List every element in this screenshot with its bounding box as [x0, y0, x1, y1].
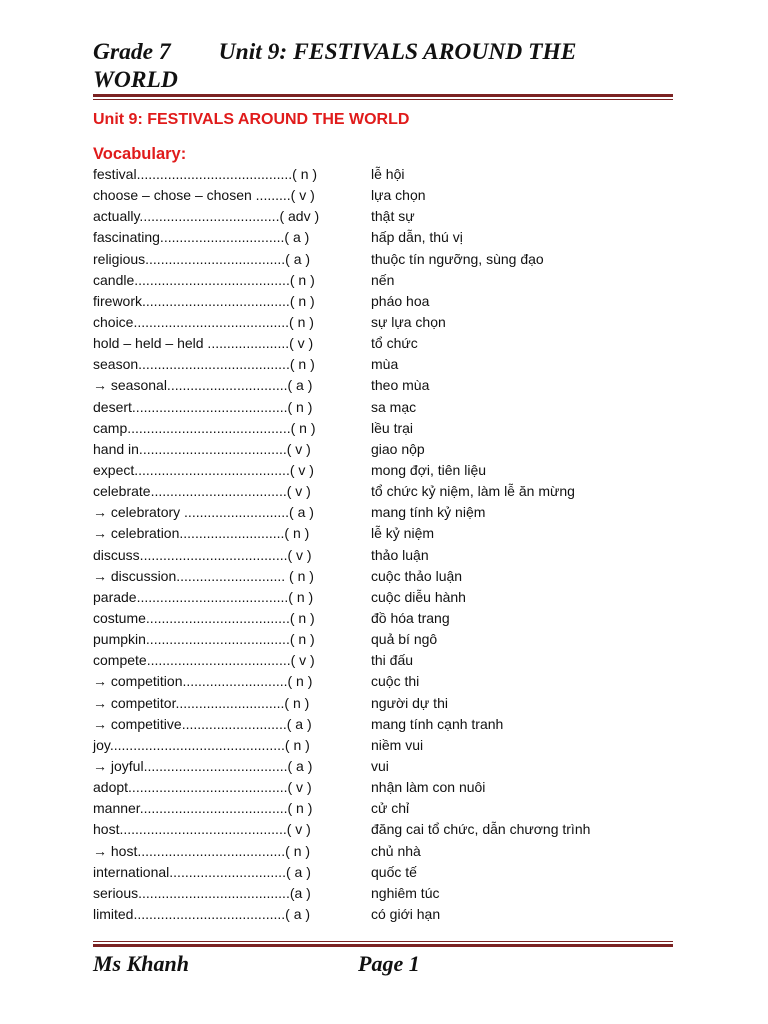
vocab-meaning: nhận làm con nuôi: [371, 779, 486, 796]
vocab-meaning: đăng cai tổ chức, dẫn chương trình: [371, 821, 591, 838]
vocab-meaning: tổ chức kỷ niệm, làm lễ ăn mừng: [371, 483, 575, 500]
page-header: [93, 38, 683, 94]
vocab-meaning: mùa: [371, 356, 399, 373]
vocab-meaning: niềm vui: [371, 736, 424, 753]
vocab-term: joy.............................................( n ): [93, 736, 310, 753]
vocab-meaning: chủ nhà: [371, 842, 421, 859]
vocab-meaning: mang tính kỷ niệm: [371, 504, 486, 521]
header-unit-line1: Unit 9: FESTIVALS AROUND THE: [218, 39, 577, 65]
vocab-meaning: nến: [371, 271, 395, 288]
vocab-term: pumpkin.....................................( n ): [93, 631, 315, 648]
vocab-row: [93, 650, 693, 671]
vocab-meaning: có giới hạn: [371, 905, 441, 922]
vocab-row: [93, 333, 693, 354]
vocab-term: host...........................................( v ): [93, 821, 311, 838]
vocab-term: → joyful.....................................( a ): [93, 757, 313, 774]
vocab-row: [93, 460, 693, 481]
vocab-meaning: cử chỉ: [371, 800, 410, 817]
vocab-row: [93, 671, 693, 692]
vocab-term: compete.....................................( v ): [93, 652, 315, 669]
vocabulary-heading: Vocabulary:: [93, 145, 187, 163]
vocab-row: [93, 777, 693, 798]
vocab-row: [93, 587, 693, 608]
vocab-term: festival........................................( n ): [93, 166, 318, 182]
vocab-term: parade.......................................( n ): [93, 588, 314, 605]
vocab-term: → celebratory ...........................( a ): [93, 504, 314, 521]
vocab-term: expect........................................( v ): [93, 461, 314, 478]
vocab-term: actually....................................( adv ): [93, 208, 320, 225]
vocab-meaning: thảo luận: [371, 546, 429, 563]
footer-divider: [93, 941, 673, 947]
vocab-row: [93, 164, 693, 185]
vocab-row: [93, 439, 693, 460]
vocab-row: [93, 566, 693, 587]
vocab-meaning: cuộc thảo luận: [371, 567, 463, 584]
vocab-term: hand in......................................( v ): [93, 440, 311, 457]
vocab-row: [93, 397, 693, 418]
vocab-term: → host......................................( n ): [93, 842, 311, 859]
vocab-row: [93, 227, 693, 248]
vocab-meaning: quả bí ngô: [371, 631, 438, 648]
vocab-term: → discussion............................ ( n ): [93, 567, 314, 584]
vocab-meaning: nghiêm túc: [371, 884, 440, 901]
vocab-meaning: theo mùa: [371, 377, 430, 394]
vocab-meaning: lựa chọn: [371, 187, 426, 204]
vocab-row: [93, 312, 693, 333]
vocab-meaning: lễ hội: [371, 166, 405, 182]
vocab-term: camp..........................................( n ): [93, 419, 316, 436]
vocab-term: international..............................( a ): [93, 863, 311, 880]
vocab-row: [93, 883, 693, 904]
vocab-meaning: quốc tế: [371, 863, 417, 880]
vocab-meaning: đồ hóa trang: [371, 609, 450, 626]
unit-heading: Unit 9: FESTIVALS AROUND THE WORLD: [93, 111, 410, 128]
vocab-row: [93, 502, 693, 523]
vocab-term: religious....................................( a ): [93, 250, 311, 267]
vocab-row: [93, 206, 693, 227]
vocab-term: adopt.........................................( v ): [93, 779, 312, 796]
vocab-term: → celebration...........................( n ): [93, 525, 310, 542]
vocab-term: limited.......................................( a ): [93, 905, 311, 922]
vocab-row: [93, 249, 693, 270]
vocab-meaning: thuộc tín ngưỡng, sùng đạo: [371, 250, 544, 267]
header-grade: Grade 7: [93, 39, 171, 65]
vocab-row: [93, 354, 693, 375]
vocab-row: [93, 819, 693, 840]
vocab-term: hold – held – held .....................( v ): [93, 335, 314, 352]
vocab-row: [93, 714, 693, 735]
vocab-term: season.......................................( n ): [93, 356, 315, 373]
vocab-row: [93, 185, 693, 206]
vocab-meaning: sa mạc: [371, 398, 417, 415]
vocab-row: [93, 735, 693, 756]
vocab-row: [93, 798, 693, 819]
vocab-term: candle........................................( n ): [93, 271, 315, 288]
vocab-term: → competitive...........................( a ): [93, 715, 312, 732]
vocab-meaning: mang tính cạnh tranh: [371, 715, 504, 732]
vocab-term: choose – chose – chosen .........( v ): [93, 187, 315, 204]
vocab-meaning: lễ kỷ niệm: [371, 525, 435, 542]
vocab-term: celebrate...................................( v ): [93, 483, 311, 500]
vocab-row: [93, 545, 693, 566]
header-divider: [93, 94, 673, 100]
vocab-meaning: vui: [371, 757, 389, 774]
vocab-term: → competition...........................( n ): [93, 673, 313, 690]
vocab-term: desert........................................( n ): [93, 398, 313, 415]
vocab-meaning: cuộc diễu hành: [371, 588, 466, 605]
header-title: [93, 38, 683, 94]
vocab-meaning: tổ chức: [371, 335, 418, 352]
vocab-term: → competitor............................( n ): [93, 694, 310, 711]
vocab-row: [93, 608, 693, 629]
vocab-meaning: người dự thi: [371, 694, 448, 711]
vocab-term: firework......................................( n ): [93, 292, 315, 309]
vocab-meaning: thi đấu: [371, 652, 414, 669]
vocab-row: [93, 756, 693, 777]
vocab-term: choice........................................( n ): [93, 313, 314, 330]
vocab-meaning: thật sự: [371, 208, 415, 225]
vocab-row: [93, 523, 693, 544]
vocab-row: [93, 291, 693, 312]
vocab-row: [93, 270, 693, 291]
vocab-meaning: mong đợi, tiên liệu: [371, 461, 487, 478]
vocab-row: [93, 418, 693, 439]
vocab-meaning: cuộc thi: [371, 673, 420, 690]
vocab-meaning: lều trại: [371, 419, 414, 436]
vocab-row: [93, 481, 693, 502]
vocab-meaning: hấp dẫn, thú vị: [371, 229, 463, 246]
vocab-term: → seasonal...............................( a ): [93, 377, 313, 394]
vocab-row: [93, 629, 693, 650]
vocab-row: [93, 841, 693, 862]
vocab-term: discuss......................................( v ): [93, 546, 312, 563]
vocab-meaning: giao nộp: [371, 440, 425, 457]
header-unit-line2: WORLD: [93, 67, 178, 93]
vocab-row: [93, 904, 693, 925]
vocab-meaning: pháo hoa: [371, 292, 430, 309]
vocabulary-list: [93, 164, 693, 925]
vocab-row: [93, 693, 693, 714]
vocab-term: fascinating................................( a ): [93, 229, 310, 246]
vocab-row: [93, 375, 693, 396]
vocab-term: costume.....................................( n ): [93, 609, 315, 626]
vocab-term: manner......................................( n ): [93, 800, 313, 817]
footer-author: Ms Khanh: [93, 951, 190, 976]
vocab-term: serious.......................................(a ): [93, 884, 311, 901]
vocab-row: [93, 862, 693, 883]
footer-page-number: Page 1: [358, 951, 420, 976]
vocab-meaning: sự lựa chọn: [371, 313, 446, 330]
